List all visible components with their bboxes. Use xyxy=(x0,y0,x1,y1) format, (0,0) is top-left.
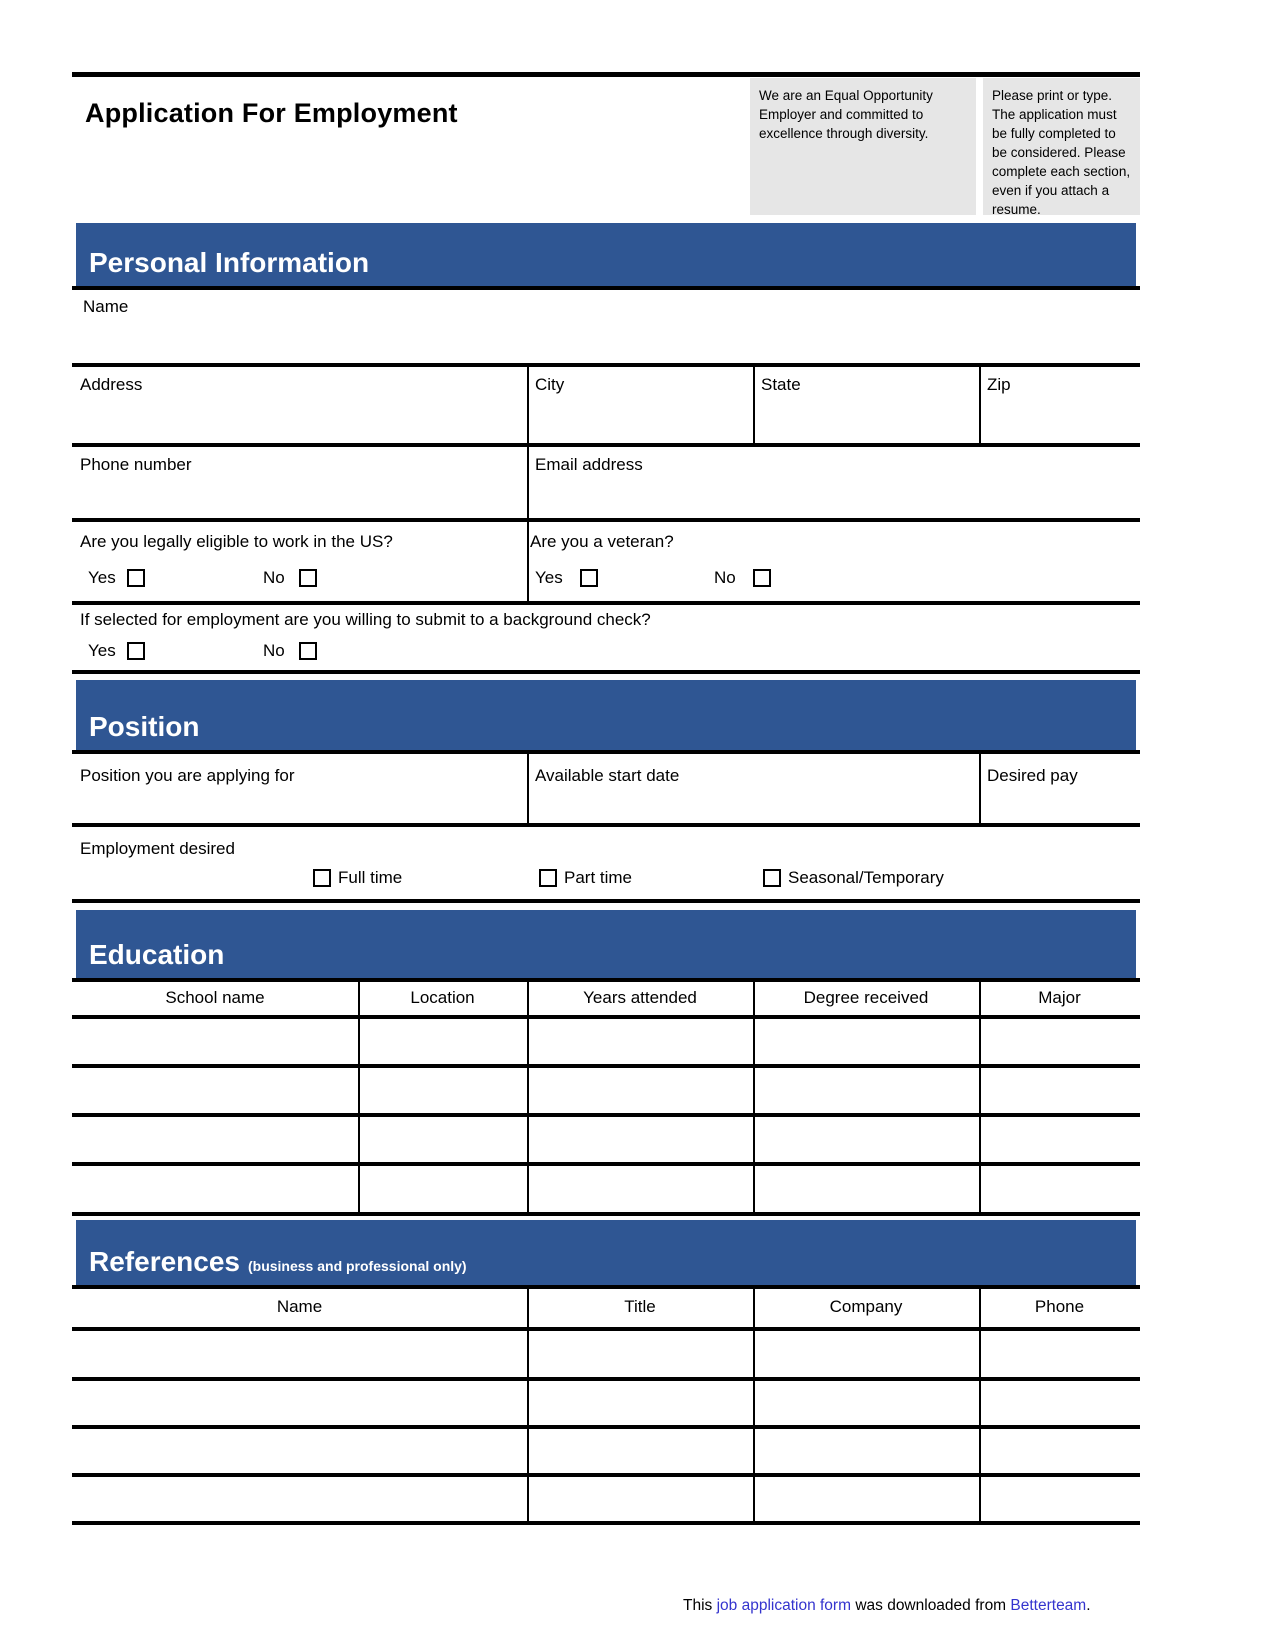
section-header-personal-information xyxy=(76,223,1136,286)
references-section-title: References xyxy=(89,1246,240,1277)
address-label: Address xyxy=(80,375,143,394)
background-no-checkbox[interactable] xyxy=(299,642,317,660)
reference-cell-name-2[interactable] xyxy=(72,1381,527,1423)
references-header-name: Name xyxy=(276,1297,323,1316)
education-cell-major-3[interactable] xyxy=(981,1117,1140,1162)
desired-pay-field[interactable] xyxy=(981,754,1140,823)
references-header-title: Title xyxy=(624,1297,656,1316)
education-cell-degree-3[interactable] xyxy=(755,1117,979,1162)
education-cell-school-2[interactable] xyxy=(72,1068,358,1113)
education-section-title: Education xyxy=(89,939,225,970)
state-field[interactable] xyxy=(755,367,979,443)
position-section-title: Position xyxy=(89,711,200,742)
document-title: Application For Employment xyxy=(85,98,458,128)
education-cell-years-4[interactable] xyxy=(529,1166,753,1212)
reference-cell-name-3[interactable] xyxy=(72,1429,527,1471)
reference-cell-phone-1[interactable] xyxy=(981,1331,1140,1375)
eligible-question: Are you legally eligible to work in the US? xyxy=(80,532,393,551)
city-field[interactable] xyxy=(529,367,753,443)
veteran-no-label: No xyxy=(714,568,736,587)
veteran-no-checkbox[interactable] xyxy=(753,569,771,587)
city-label: City xyxy=(535,375,565,394)
veteran-yes-checkbox[interactable] xyxy=(580,569,598,587)
part-time-checkbox[interactable] xyxy=(539,869,557,887)
education-cell-degree-2[interactable] xyxy=(755,1068,979,1113)
divider-line xyxy=(72,1212,1140,1216)
eligible-no-checkbox[interactable] xyxy=(299,569,317,587)
reference-cell-company-4[interactable] xyxy=(755,1477,979,1521)
top-rule-divider xyxy=(72,72,1140,77)
divider-line xyxy=(72,286,1140,290)
education-cell-major-1[interactable] xyxy=(981,1019,1140,1064)
education-cell-location-2[interactable] xyxy=(360,1068,527,1113)
divider-line xyxy=(72,601,1140,605)
footer-text-prefix: This xyxy=(683,1597,717,1614)
education-header-major: Major xyxy=(1038,988,1081,1007)
education-header-degree: Degree received xyxy=(803,988,929,1007)
phone-field[interactable] xyxy=(72,447,527,518)
eligible-no-label: No xyxy=(263,568,285,587)
footer-attribution xyxy=(683,1597,1091,1615)
name-label: Name xyxy=(83,297,129,316)
education-cell-years-1[interactable] xyxy=(529,1019,753,1064)
reference-cell-title-2[interactable] xyxy=(529,1381,753,1423)
desired-pay-label: Desired pay xyxy=(987,766,1078,785)
zip-field[interactable] xyxy=(981,367,1140,443)
reference-cell-company-2[interactable] xyxy=(755,1381,979,1423)
footer-text-middle: was downloaded from xyxy=(851,1597,1011,1614)
seasonal-temporary-checkbox[interactable] xyxy=(763,869,781,887)
reference-cell-phone-3[interactable] xyxy=(981,1429,1140,1471)
references-section-subtitle: (business and professional only) xyxy=(247,1258,467,1274)
veteran-question: Are you a veteran? xyxy=(530,532,674,551)
eligible-yes-checkbox[interactable] xyxy=(127,569,145,587)
divider-line xyxy=(72,1521,1140,1525)
state-label: State xyxy=(761,375,801,394)
reference-cell-name-1[interactable] xyxy=(72,1331,527,1375)
eeo-note: We are an Equal Opportunity Employer and committed to excellence through diversity. xyxy=(750,78,976,215)
reference-cell-company-1[interactable] xyxy=(755,1331,979,1375)
zip-label: Zip xyxy=(987,375,1011,394)
background-check-question: If selected for employment are you willing to submit to a background check? xyxy=(80,610,651,629)
education-cell-degree-4[interactable] xyxy=(755,1166,979,1212)
email-label: Email address xyxy=(535,455,643,474)
reference-cell-phone-4[interactable] xyxy=(981,1477,1140,1521)
veteran-yes-label: Yes xyxy=(535,568,563,587)
education-cell-school-1[interactable] xyxy=(72,1019,358,1064)
education-cell-major-4[interactable] xyxy=(981,1166,1140,1212)
job-application-form-link[interactable]: job application form xyxy=(716,1597,852,1614)
divider-line xyxy=(72,823,1140,827)
education-cell-years-2[interactable] xyxy=(529,1068,753,1113)
footer-text-suffix: . xyxy=(1086,1597,1091,1614)
start-date-label: Available start date xyxy=(535,766,680,785)
education-header-location: Location xyxy=(410,988,475,1007)
betterteam-link[interactable]: Betterteam xyxy=(1010,1597,1087,1614)
reference-cell-title-4[interactable] xyxy=(529,1477,753,1521)
eligible-yes-label: Yes xyxy=(88,568,116,587)
phone-label: Phone number xyxy=(80,455,192,474)
personal-section-title: Personal Information xyxy=(89,247,370,278)
reference-cell-name-4[interactable] xyxy=(72,1477,527,1521)
education-cell-major-2[interactable] xyxy=(981,1068,1140,1113)
email-field[interactable] xyxy=(529,447,1140,518)
reference-cell-title-3[interactable] xyxy=(529,1429,753,1471)
start-date-field[interactable] xyxy=(529,754,979,823)
education-cell-degree-1[interactable] xyxy=(755,1019,979,1064)
name-field[interactable] xyxy=(72,291,1140,361)
full-time-label: Full time xyxy=(338,868,403,887)
instructions-note: Please print or type. The application must be fully completed to be considered. Please complete each section, even if you attach a resume. xyxy=(983,78,1140,215)
employment-desired-label: Employment desired xyxy=(80,839,235,858)
divider-line xyxy=(72,518,1140,522)
applying-for-label: Position you are applying for xyxy=(80,766,295,785)
education-cell-school-3[interactable] xyxy=(72,1117,358,1162)
background-no-label: No xyxy=(263,641,285,660)
background-yes-checkbox[interactable] xyxy=(127,642,145,660)
reference-cell-company-3[interactable] xyxy=(755,1429,979,1471)
background-yes-label: Yes xyxy=(88,641,116,660)
divider-line xyxy=(72,670,1140,674)
full-time-checkbox[interactable] xyxy=(313,869,331,887)
reference-cell-phone-2[interactable] xyxy=(981,1381,1140,1423)
education-header-years: Years attended xyxy=(583,988,697,1007)
address-field[interactable] xyxy=(72,367,527,443)
education-cell-location-1[interactable] xyxy=(360,1019,527,1064)
education-header-school: School name xyxy=(165,988,265,1007)
section-header-references xyxy=(76,1220,1136,1285)
column-divider xyxy=(527,522,529,601)
education-cell-years-3[interactable] xyxy=(529,1117,753,1162)
references-header-phone: Phone xyxy=(1034,1297,1085,1316)
references-header-company: Company xyxy=(829,1297,903,1316)
education-cell-location-4[interactable] xyxy=(360,1166,527,1212)
part-time-label: Part time xyxy=(564,868,633,887)
education-cell-school-4[interactable] xyxy=(72,1166,358,1212)
section-header-position xyxy=(76,680,1136,750)
section-header-education xyxy=(76,910,1136,978)
reference-cell-title-1[interactable] xyxy=(529,1331,753,1375)
seasonal-temporary-label: Seasonal/Temporary xyxy=(788,868,944,887)
education-cell-location-3[interactable] xyxy=(360,1117,527,1162)
divider-line xyxy=(72,899,1140,903)
applying-for-field[interactable] xyxy=(72,754,527,823)
